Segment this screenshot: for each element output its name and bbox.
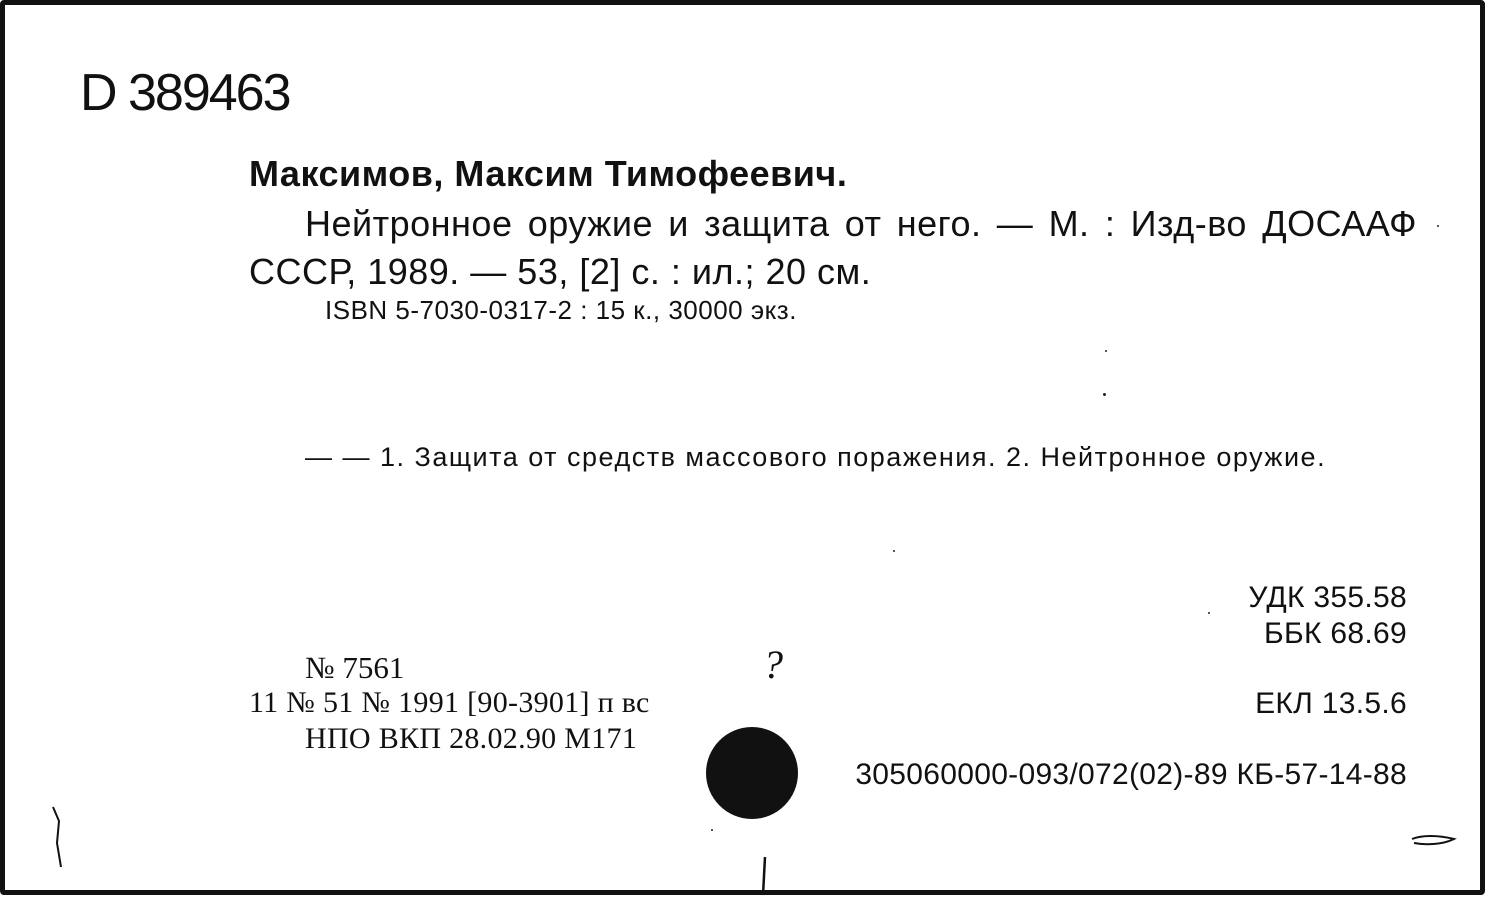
paper-speck: [1208, 612, 1210, 614]
inventory-number: № 7561: [305, 650, 405, 685]
catalog-code-line: 305060000-093/072(02)-89 КБ-57-14-88: [855, 758, 1407, 791]
paper-speck: [1437, 225, 1439, 227]
paper-speck: [1103, 393, 1106, 396]
paper-speck: [893, 550, 895, 552]
order-line: 11 № 51 № 1991 [90-3901] п вс: [249, 686, 650, 719]
paper-speck: [1105, 350, 1107, 352]
pencil-question-mark: ?: [763, 642, 783, 687]
pencil-stroke-bottom: [755, 855, 775, 897]
pencil-stroke-right: [1408, 831, 1458, 851]
pencil-stroke-left: [45, 803, 75, 873]
udk-code: УДК 355.58: [1248, 581, 1407, 614]
ekl-code: ЕКЛ 13.5.6: [1255, 687, 1407, 720]
author-heading: Максимов, Максим Тимофеевич.: [249, 153, 848, 194]
inventory-code: D 389463: [80, 64, 290, 122]
paper-speck: [711, 829, 713, 831]
title-description: Нейтронное оружие и защита от него. — М. : Изд-во ДОСААФ СССР, 1989. — 53, [2] с. : ил.; 20 см.: [249, 203, 1417, 292]
publisher-print-line: НПО ВКП 28.02.90 М171: [305, 722, 638, 755]
bbk-code: ББК 68.69: [1264, 617, 1407, 650]
punch-hole: [706, 727, 798, 819]
isbn-line: ISBN 5-7030-0317-2 : 15 к., 30000 экз.: [325, 295, 797, 325]
subject-headings: — — 1. Защита от средств массового поражения. 2. Нейтронное оружие.: [305, 442, 1327, 472]
